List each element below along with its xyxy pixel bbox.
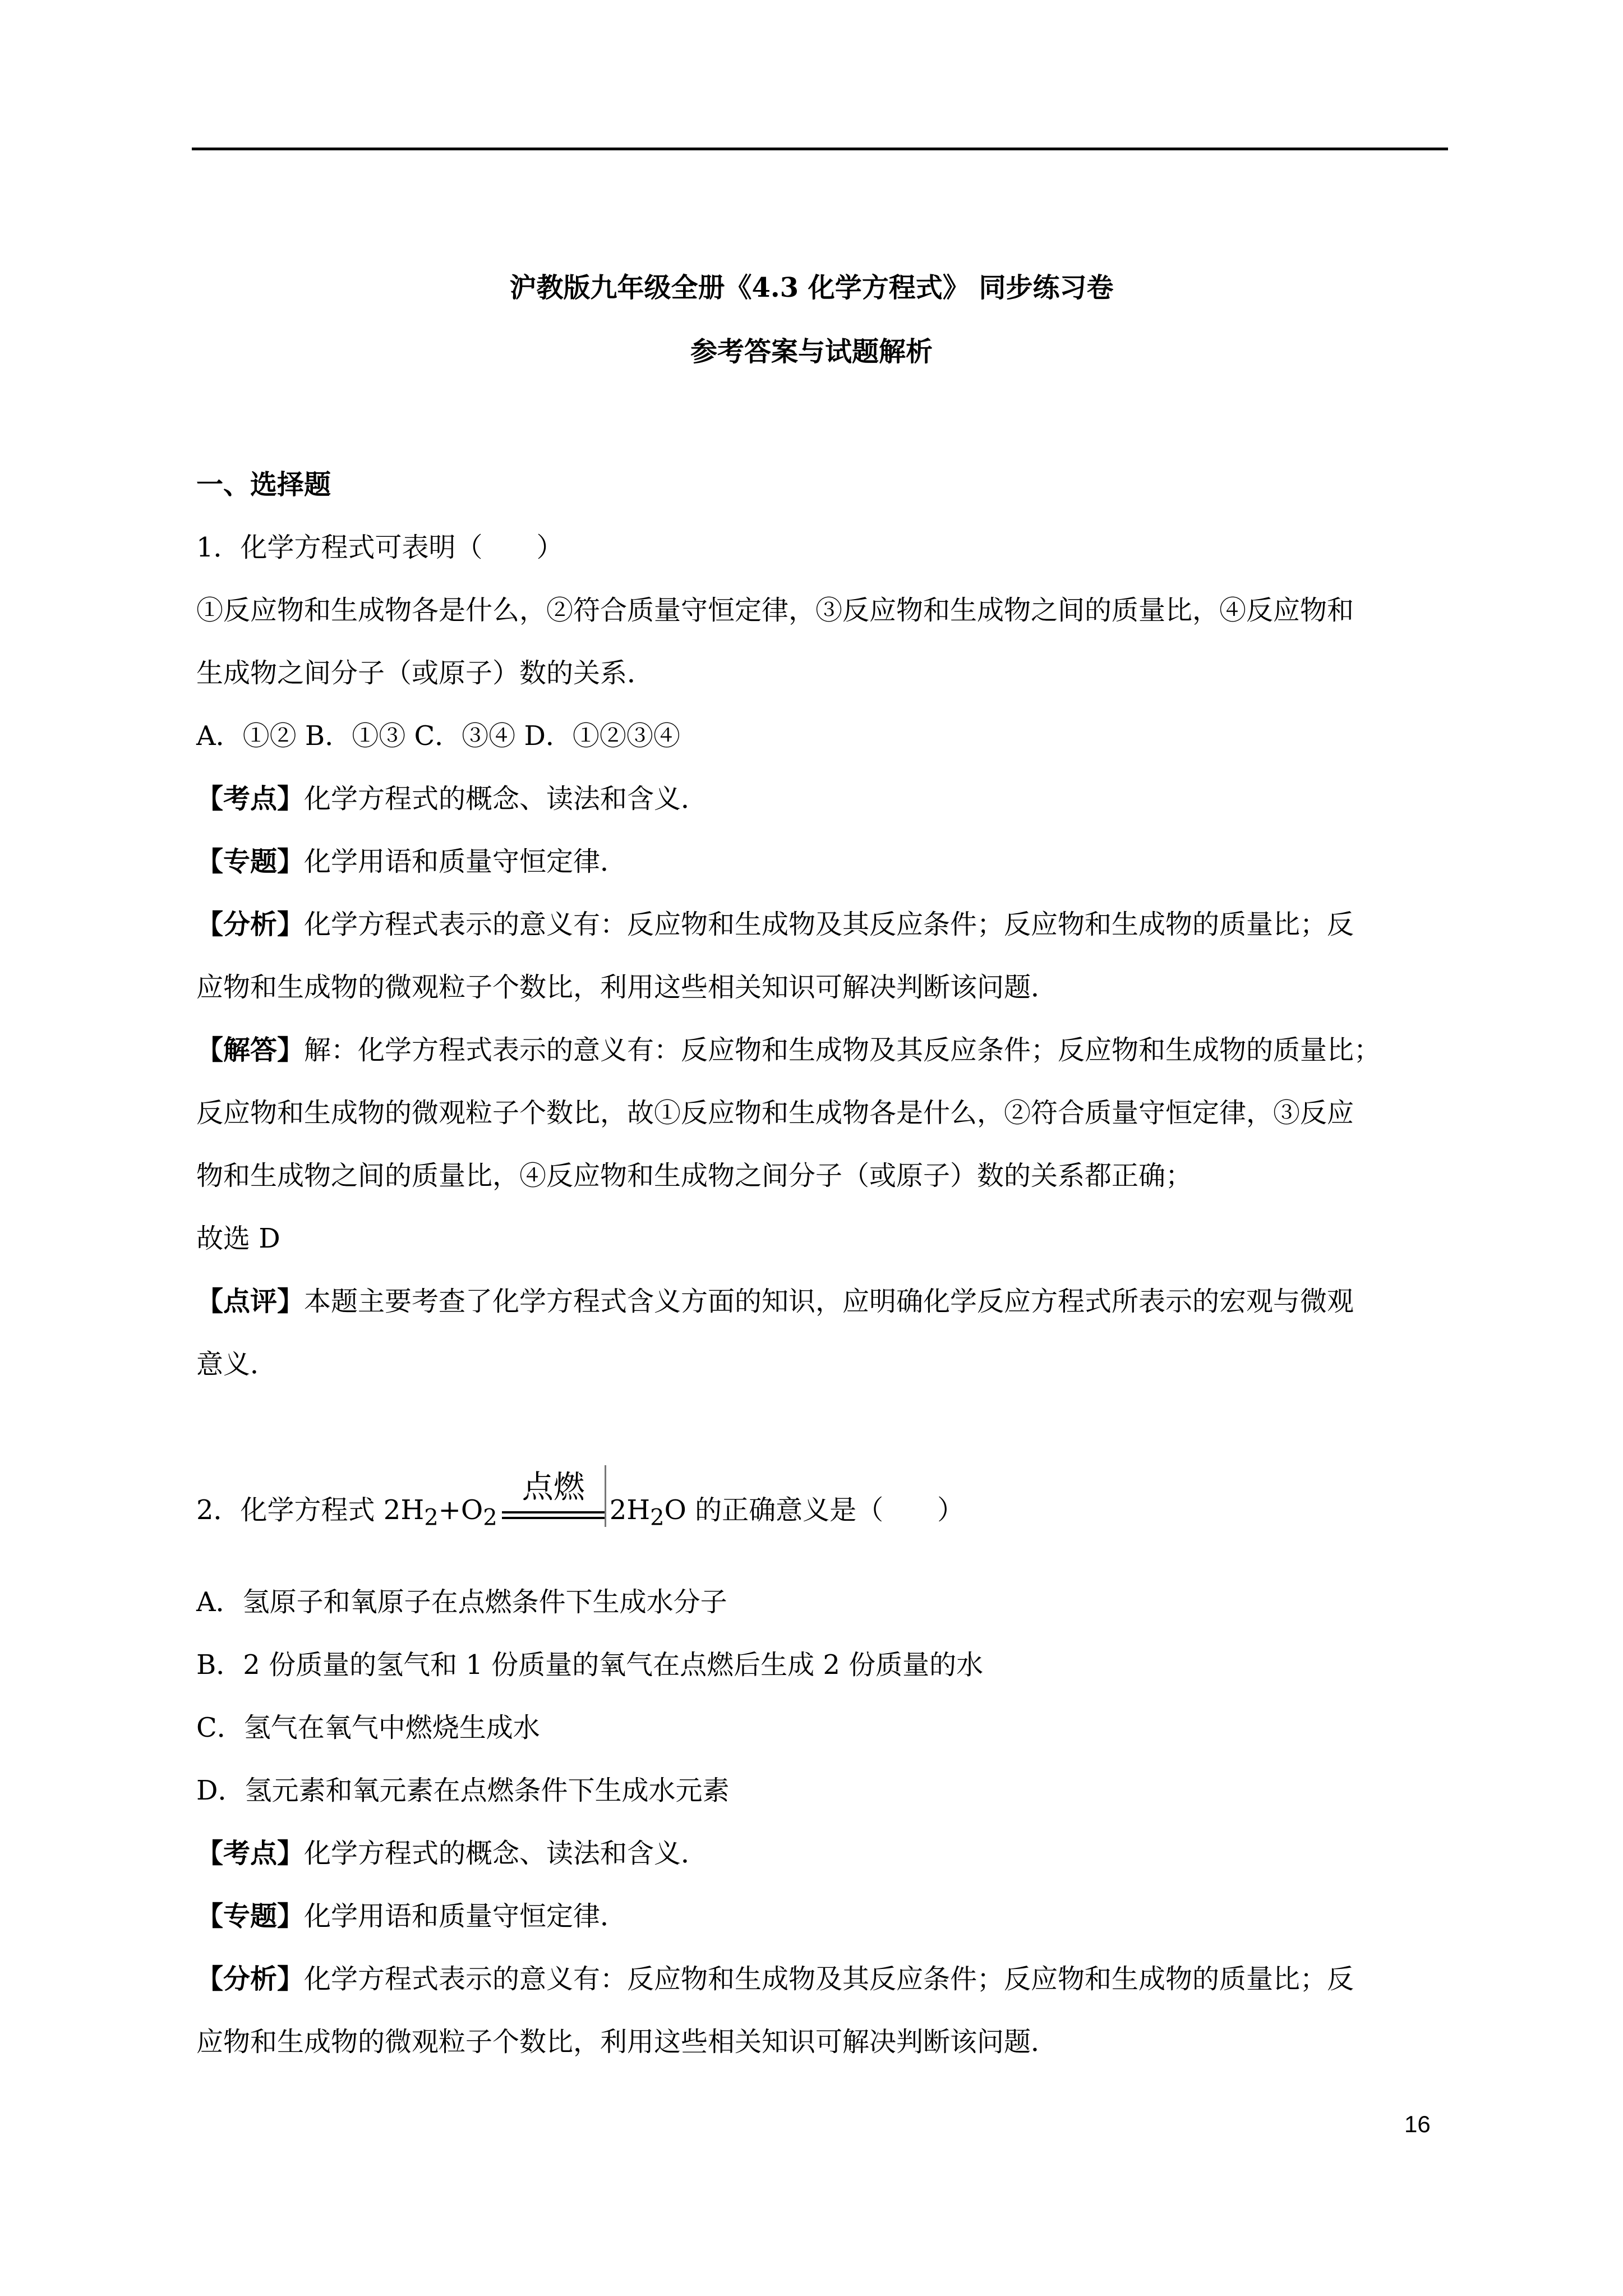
section-heading: 一、选择题 xyxy=(196,469,331,500)
q2-option-a: A．氢原子和氧原子在点燃条件下生成水分子 xyxy=(196,1586,727,1618)
page-number: 16 xyxy=(1404,2111,1431,2137)
q1-statement-line-1: ①反应物和生成物各是什么，②符合质量守恒定律，③反应物和生成物之间的质量比，④反应物和 xyxy=(196,595,1354,626)
q2-zhuanti xyxy=(196,1898,1453,1934)
q1-answer: 故选 D xyxy=(196,1223,280,1254)
equals-bar-bottom xyxy=(502,1517,605,1519)
q2-stem-suffix: 的正确意义是（ ） xyxy=(686,1494,965,1526)
q2-stem xyxy=(196,1469,1453,1536)
q1-statement-line-2: 生成物之间分子（或原子）数的关系． xyxy=(196,657,654,689)
q1-jieda-line-2: 反应物和生成物的微观粒子个数比，故①反应物和生成物各是什么，②符合质量守恒定律，③反应 xyxy=(196,1097,1354,1129)
zhuanti-text: 化学用语和质量守恒定律． xyxy=(304,846,628,877)
zhuanti-tag: 【专题】 xyxy=(196,1901,305,1932)
document-subtitle: 参考答案与试题解析 xyxy=(690,336,933,367)
q2-option-d: D．氢元素和氧元素在点燃条件下生成水元素 xyxy=(196,1775,730,1806)
q1-jieda-line-3: 物和生成物之间的质量比，④反应物和生成物之间分子（或原子）数的关系都正确； xyxy=(196,1160,1193,1191)
dianping-tag: 【点评】 xyxy=(196,1286,305,1317)
q1-fenxi-line-1 xyxy=(196,907,1453,942)
q2-sub-o: 2 xyxy=(483,1504,497,1531)
q1-zhuanti xyxy=(196,844,1453,880)
q2-option-b: B．2 份质量的氢气和 1 份质量的氧气在点燃后生成 2 份质量的水 xyxy=(196,1649,984,1681)
q2-option-c: C．氢气在氧气中燃烧生成水 xyxy=(196,1712,540,1743)
q2-fenxi-line-1 xyxy=(196,1961,1453,1997)
jieda-text: 解：化学方程式表示的意义有：反应物和生成物及其反应条件；反应物和生成物的质量比； xyxy=(304,1034,1381,1066)
q2-product-o: O xyxy=(664,1494,686,1526)
q1-stem: 1．化学方程式可表明（ ） xyxy=(196,532,564,563)
q1-fenxi-line-2: 应物和生成物的微观粒子个数比，利用这些相关知识可解决判断该问题． xyxy=(196,972,1058,1003)
q2-stem-prefix: 2．化学方程式 2H xyxy=(196,1494,425,1526)
kaodian-text: 化学方程式的概念、读法和含义． xyxy=(304,783,708,815)
zhuanti-text: 化学用语和质量守恒定律． xyxy=(304,1901,628,1932)
q1-options: A．①② B．①③ C．③④ D．①②③④ xyxy=(196,720,680,752)
kaodian-tag: 【考点】 xyxy=(196,783,305,815)
fenxi-tag: 【分析】 xyxy=(196,909,305,940)
zhuanti-tag: 【专题】 xyxy=(196,846,305,877)
reaction-arrow xyxy=(499,1469,608,1530)
equation-edge-mark xyxy=(605,1465,606,1527)
jieda-tag: 【解答】 xyxy=(196,1034,305,1066)
q1-kaodian xyxy=(196,781,1453,817)
equals-bar-top xyxy=(502,1511,605,1513)
q2-plus-o: +O xyxy=(438,1494,483,1526)
dianping-text: 本题主要考查了化学方程式含义方面的知识，应明确化学反应方程式所表示的宏观与微观 xyxy=(304,1286,1354,1317)
fenxi-text: 化学方程式表示的意义有：反应物和生成物及其反应条件；反应物和生成物的质量比；反 xyxy=(304,1963,1354,1995)
header-rule xyxy=(192,148,1448,150)
q1-jieda-line-1 xyxy=(196,1032,1453,1068)
kaodian-tag: 【考点】 xyxy=(196,1838,305,1869)
q2-sub-h2: 2 xyxy=(650,1504,665,1531)
document-title: 沪教版九年级全册《4.3 化学方程式》 同步练习卷 xyxy=(509,272,1114,303)
q2-kaodian xyxy=(196,1835,1453,1871)
q1-dianping-line-2: 意义． xyxy=(196,1349,278,1380)
kaodian-text: 化学方程式的概念、读法和含义． xyxy=(304,1838,708,1869)
fenxi-text: 化学方程式表示的意义有：反应物和生成物及其反应条件；反应物和生成物的质量比；反 xyxy=(304,909,1354,940)
reaction-condition: 点燃 xyxy=(522,1469,585,1506)
q2-fenxi-line-2: 应物和生成物的微观粒子个数比，利用这些相关知识可解决判断该问题． xyxy=(196,2026,1058,2058)
q2-product-h: 2H xyxy=(609,1494,651,1526)
fenxi-tag: 【分析】 xyxy=(196,1963,305,1995)
q2-sub-h: 2 xyxy=(424,1504,439,1531)
q1-dianping-line-1 xyxy=(196,1283,1453,1319)
